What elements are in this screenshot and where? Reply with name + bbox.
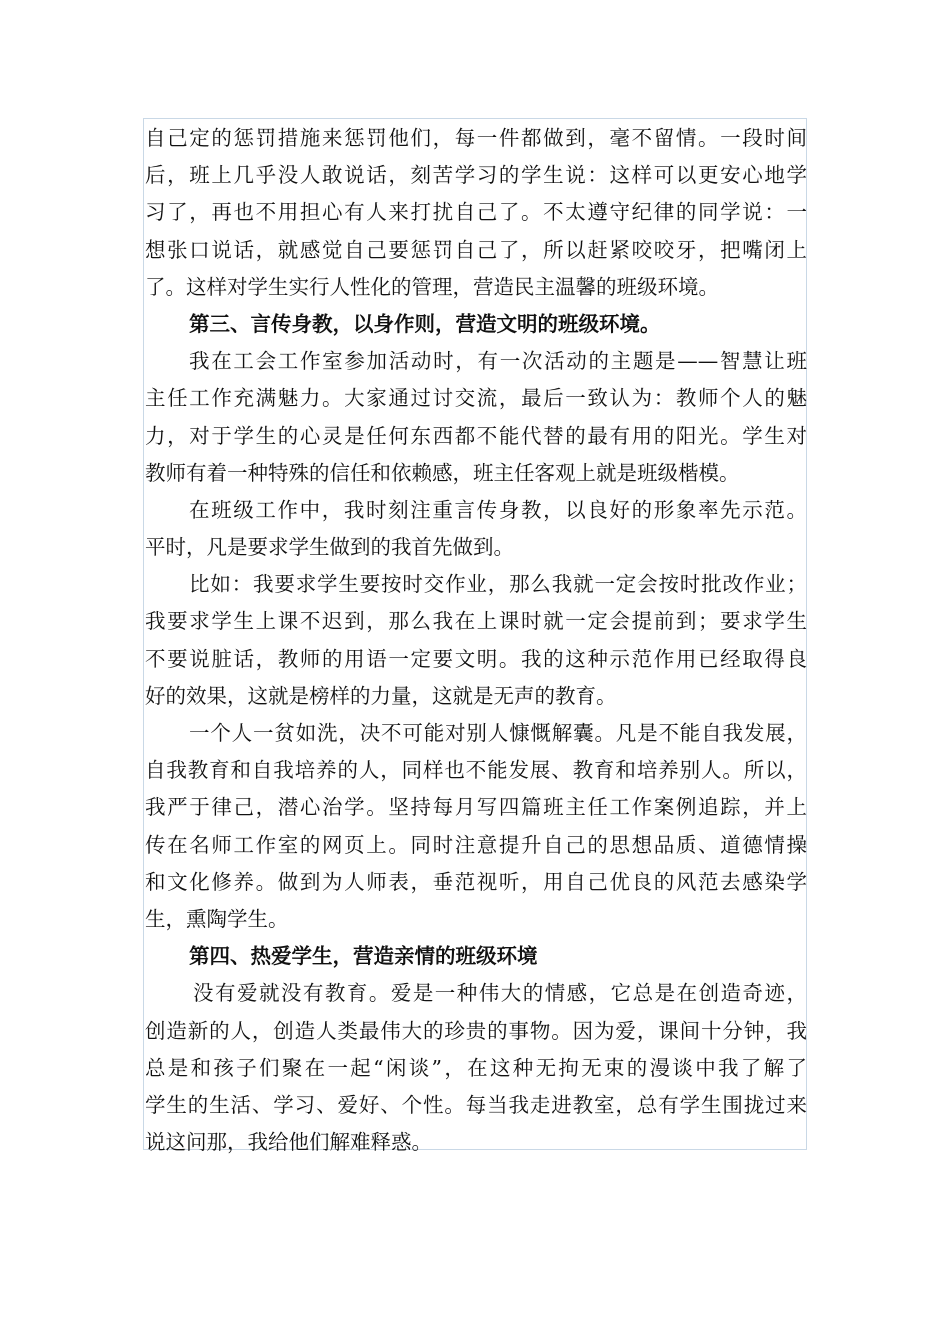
text-line: 学生的生活、学习、爱好、个性。每当我走进教室，总有学生围拢过来 <box>145 1092 807 1117</box>
text-line: 后，班上几乎没人敢说话，刻苦学习的学生说：这样可以更安心地学 <box>145 163 807 188</box>
text-line: 生，熏陶学生。 <box>145 906 289 931</box>
text-line: 教师有着一种特殊的信任和依赖感，班主任客观上就是班级楷模。 <box>145 460 740 485</box>
text-line: 和文化修养。做到为人师表，垂范视听，用自己优良的风范去感染学 <box>145 869 807 894</box>
text-line: 在班级工作中，我时刻注重言传身教，以良好的形象率先示范。 <box>189 497 807 522</box>
text-line: 我要求学生上课不迟到，那么我在上课时就一定会提前到；要求学生 <box>145 609 807 634</box>
text-line: 好的效果，这就是榜样的力量，这就是无声的教育。 <box>145 683 617 708</box>
section-heading-4: 第四、热爱学生，营造亲情的班级环境 <box>189 944 538 969</box>
text-line: 没有爱就没有教育。爱是一种伟大的情感，它总是在创造奇迹， <box>193 981 807 1006</box>
text-line: 习了，再也不用担心有人来打扰自己了。不太遵守纪律的同学说：一 <box>145 200 807 225</box>
text-line: 不要说脏话，教师的用语一定要文明。我的这种示范作用已经取得良 <box>145 646 807 671</box>
text-line: 自己定的惩罚措施来惩罚他们，每一件都做到，毫不留情。一段时间 <box>145 126 807 150</box>
text-line: 一个人一贫如洗，决不可能对别人慷慨解囊。凡是不能自我发展， <box>189 721 807 745</box>
text-line: 主任工作充满魅力。大家通过讨交流，最后一致认为：教师个人的魅 <box>145 386 807 411</box>
text-line: 传在名师工作室的网页上。同时注意提升自己的思想品质、道德情操 <box>145 832 807 857</box>
text-line: 想张口说话，就感觉自己要惩罚自己了，所以赶紧咬咬牙，把嘴闭上 <box>145 237 807 262</box>
text-line: 我严于律己，潜心治学。坚持每月写四篇班主任工作案例追踪，并上 <box>145 795 807 820</box>
section-heading-3: 第三、言传身教，以身作则，营造文明的班级环境。 <box>189 311 661 336</box>
text-line: 自我教育和自我培养的人，同样也不能发展、教育和培养别人。所以， <box>145 758 807 783</box>
document-body <box>145 120 807 1161</box>
text-line: 说这问那，我给他们解难释惑。 <box>145 1130 432 1155</box>
text-line: 创造新的人，创造人类最伟大的珍贵的事物。因为爱，课间十分钟，我 <box>145 1018 807 1043</box>
text-line: 比如：我要求学生要按时交作业，那么我就一定会按时批改作业； <box>189 572 807 597</box>
text-line: 平时，凡是要求学生做到的我首先做到。 <box>145 535 514 560</box>
text-line: 力，对于学生的心灵是任何东西都不能代替的最有用的阳光。学生对 <box>145 423 807 448</box>
text-line: 我在工会工作室参加活动时，有一次活动的主题是——智慧让班 <box>189 349 807 374</box>
text-line: 总是和孩子们聚在一起“闲谈”，在这种无拘无束的漫谈中我了解了 <box>145 1055 807 1080</box>
text-line: 了。这样对学生实行人性化的管理，营造民主温馨的班级环境。 <box>145 274 719 299</box>
